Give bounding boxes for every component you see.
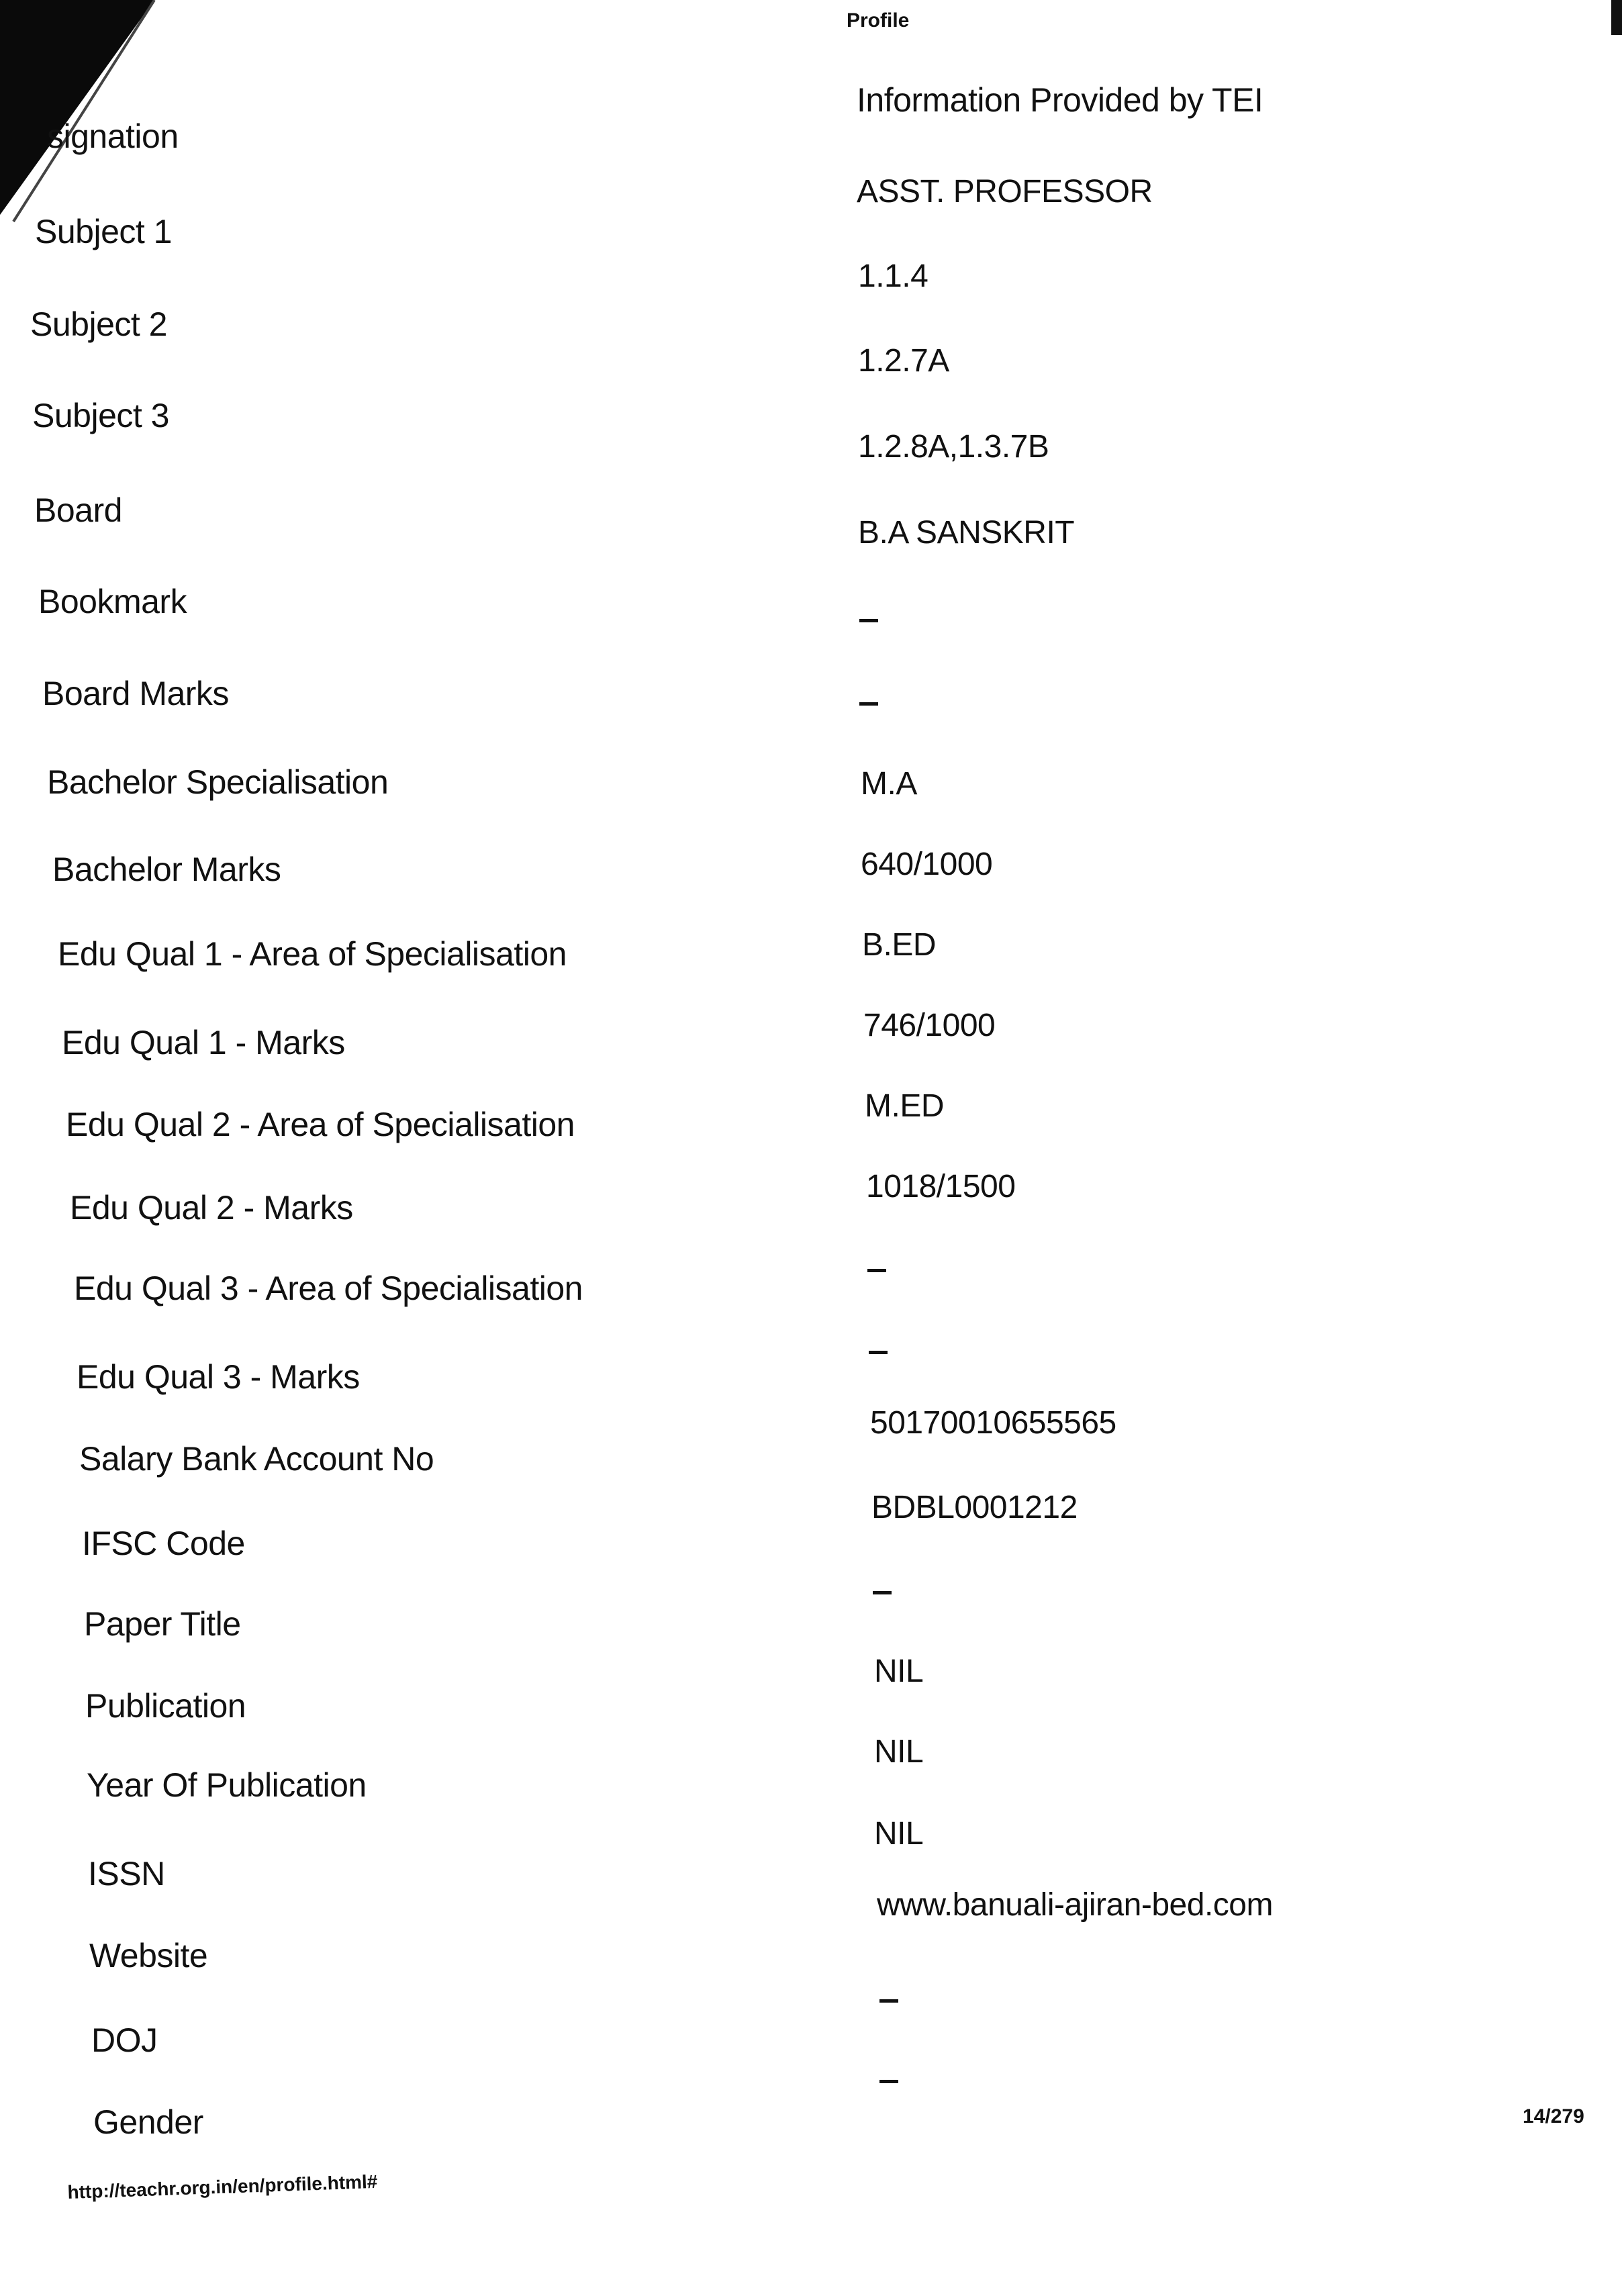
- label-edu-qual-1-specialisation: Edu Qual 1 - Area of Specialisation: [58, 935, 567, 973]
- value-publication: NIL: [874, 1654, 924, 1689]
- label-bachelor-marks: Bachelor Marks: [52, 851, 281, 888]
- label-subject-2: Subject 2: [30, 305, 167, 343]
- label-bachelor-specialisation: Bachelor Specialisation: [47, 763, 389, 801]
- label-edu-qual-3-marks: Edu Qual 3 - Marks: [77, 1358, 360, 1396]
- label-edu-qual-1-marks: Edu Qual 1 - Marks: [62, 1024, 345, 1061]
- value-subject-2: 1.2.7A: [858, 343, 949, 379]
- value-edu-qual-1-marks: 746/1000: [863, 1008, 996, 1043]
- page-number: 14/279: [1523, 2105, 1584, 2127]
- label-designation: signation: [47, 117, 179, 155]
- value-bachelor-specialisation: M.A: [861, 766, 917, 802]
- value-edu-qual-3-marks-empty: [869, 1351, 888, 1354]
- value-bachelor-marks: 640/1000: [861, 847, 993, 882]
- value-edu-qual-2-marks: 1018/1500: [866, 1169, 1016, 1204]
- value-paper-title-empty: [873, 1591, 892, 1594]
- label-edu-qual-2-specialisation: Edu Qual 2 - Area of Specialisation: [66, 1106, 575, 1143]
- label-website: Website: [89, 1937, 208, 1974]
- value-edu-qual-2-specialisation: M.ED: [865, 1088, 944, 1124]
- label-ifsc-code: IFSC Code: [82, 1525, 245, 1562]
- label-doj: DOJ: [91, 2021, 158, 2059]
- value-website: www.banuali-ajiran-bed.com: [877, 1887, 1273, 1923]
- value-salary-bank-account: 50170010655565: [870, 1405, 1116, 1441]
- value-issn: NIL: [874, 1816, 924, 1852]
- page-title: Profile: [847, 9, 910, 32]
- value-information-provided: Information Provided by TEI: [857, 81, 1263, 119]
- value-subject-3: 1.2.8A,1.3.7B: [858, 429, 1049, 465]
- corner-shadow: [0, 0, 161, 228]
- label-edu-qual-3-specialisation: Edu Qual 3 - Area of Specialisation: [74, 1270, 583, 1307]
- value-gender-empty: [879, 2080, 898, 2083]
- label-publication: Publication: [85, 1687, 246, 1725]
- value-board: B.A SANSKRIT: [858, 515, 1075, 551]
- value-year-of-publication: NIL: [874, 1734, 924, 1770]
- label-gender: Gender: [93, 2103, 203, 2141]
- value-doj-empty: [879, 1999, 898, 2003]
- label-board: Board: [34, 491, 122, 529]
- value-board-marks-empty: [859, 702, 878, 706]
- value-edu-qual-1-specialisation: B.ED: [862, 927, 937, 963]
- label-board-marks: Board Marks: [42, 675, 229, 712]
- label-subject-3: Subject 3: [32, 397, 169, 434]
- value-bookmark-empty: [859, 619, 878, 622]
- label-issn: ISSN: [88, 1855, 165, 1893]
- label-salary-bank-account: Salary Bank Account No: [79, 1440, 434, 1478]
- label-paper-title: Paper Title: [84, 1605, 241, 1643]
- value-ifsc-code: BDBL0001212: [871, 1490, 1078, 1525]
- page-edge-shadow: [1611, 0, 1622, 35]
- value-subject-1: 1.1.4: [858, 258, 928, 294]
- footer-url: http://teachr.org.in/en/profile.html#: [67, 2170, 378, 2203]
- label-bookmark: Bookmark: [38, 583, 187, 620]
- value-designation: ASST. PROFESSOR: [857, 174, 1153, 209]
- label-edu-qual-2-marks: Edu Qual 2 - Marks: [70, 1189, 353, 1227]
- label-subject-1: Subject 1: [35, 213, 172, 250]
- value-edu-qual-3-specialisation-empty: [867, 1269, 886, 1272]
- label-year-of-publication: Year Of Publication: [87, 1766, 367, 1804]
